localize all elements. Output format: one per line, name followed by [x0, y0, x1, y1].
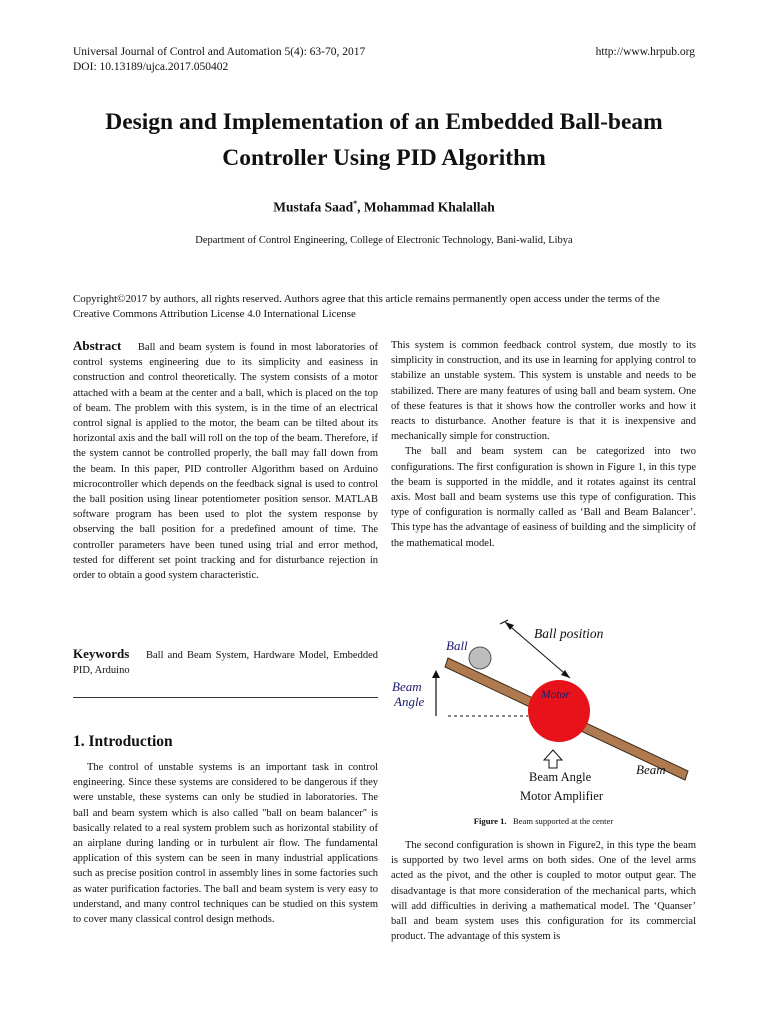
- affiliation: Department of Control Engineering, College of Electronic Technology, Bani-walid, Libya: [195, 235, 573, 246]
- keywords-text: Ball and Beam System, Hardware Model, Embedded PID, Arduino: [73, 650, 379, 677]
- figure-caption-label: Figure 1.: [473, 816, 507, 826]
- figure-caption: [391, 816, 696, 826]
- abstract-label: Abstract: [73, 338, 122, 353]
- corresponding-mark: *: [353, 199, 358, 208]
- author-1: Mustafa Saad: [273, 199, 354, 215]
- doi[interactable]: DOI: 10.13189/ujca.2017.050402: [73, 61, 229, 73]
- section-heading-introduction: 1. Introduction: [73, 733, 173, 750]
- journal-citation: Universal Journal of Control and Automation 5(4): 63-70, 2017: [73, 46, 366, 58]
- copyright-notice: Copyright©2017 by authors, all rights reserved. Authors agree that this article remains permanently open access under the terms of the Creative Commons Attribution License 4.0 International License: [73, 293, 660, 320]
- ball-label: Ball: [446, 638, 468, 653]
- right-column-top: [391, 338, 696, 551]
- beam-angle-label-2: Angle: [394, 694, 425, 709]
- paragraph-2: The ball and beam system can be categorized into two configurations. The first configuration is shown in Figure 1, in this type the beam is supported in the middle, and it rotates against its central axis. Most ball and beam systems use this type of configuration. This type of configuration is normally called as ‘Ball and Beam Balancer’. This type has the advantage of easiness of building and the simplicity of the mathematical model.: [391, 446, 696, 549]
- motor-amplifier-caption: Motor Amplifier: [520, 789, 603, 803]
- beam-label: Beam: [636, 762, 666, 777]
- abstract: [73, 338, 378, 583]
- figure-caption-text: Beam supported at the center: [513, 816, 614, 826]
- angle-arrowhead: [432, 670, 440, 678]
- title-line-2: Controller Using PID Algorithm: [222, 145, 546, 171]
- paragraph-1: This system is common feedback control system, due mostly to its simplicity in construction, and its use in learning for applying control to stabilize an unstable system. This system is unstable and needs to be stabilized. There are many features of using ball and beam system. One of these features is that it shows how the controller works and how it reacts to disturbance. Another feature is that it is inexpensive and mechanically simple for construction.: [391, 340, 696, 443]
- intro-text: The control of unstable systems is an important task in control engineering. Since these systems are considered to be dangerous if they were unstable, these systems can only be studied in laboratories. The ball and beam system which is also called "ball on beam balancer" is basically related to a real system problem such as horizontal stability of an airplane during landing or in turbulent air flow. The fundamental application of this system can be seen in many industrial applications such as precise position control in assembly lines in some factories such as water purification factories. The ball and beam system is very easy to understand, and many control techniques can be studied on this system to cover many classical control design methods.: [73, 762, 378, 926]
- keywords: [73, 646, 378, 678]
- section-divider: [73, 697, 378, 698]
- paper-title: [40, 104, 728, 176]
- beam-angle-label-1: Beam: [392, 679, 422, 694]
- introduction-paragraph: [73, 760, 378, 927]
- abstract-text: Ball and beam system is found in most laboratories of control systems engineering due to its simplicity and easiness in construction and control theoretically. The system consists of a motor attached with a beam at the center and a ball, which is placed on the top of beam. The problem with this system, is in the time of an electrical control signal is applied to the motor, the beam can be tilted about its horizontal axis and the ball will roll on the top of the beam. Therefore, if the system cannot be controlled properly, the ball may fall down from the beam. In this paper, PID controller Algorithm based on Arduino microcontroller which depends on the feedback signal is used to control the ball position using linear potentiometer position sensor. MATLAB software program has been used to plot the system response by observing the ball position for a predefined amount of time. The controller parameters have been tuned using trial and error method, tested for different set point tracking and for disturbance rejection in order to obtain a good system characteristic.: [73, 342, 379, 582]
- figure-1-diagram: [388, 608, 708, 808]
- keywords-label: Keywords: [73, 646, 130, 661]
- journal-url[interactable]: http://www.hrpub.org: [595, 46, 695, 58]
- title-line-1: Design and Implementation of an Embedded Ball-beam: [105, 109, 663, 135]
- right-column-bottom: [391, 838, 696, 944]
- ball-position-label: Ball position: [534, 626, 604, 641]
- author-2: , Mohammad Khalallah: [357, 199, 495, 215]
- authors: [0, 199, 768, 216]
- motor-drive-arrow: [544, 750, 562, 768]
- motor-label: Motor: [541, 689, 570, 701]
- beam-angle-caption: Beam Angle: [529, 770, 592, 784]
- paragraph-3: The second configuration is shown in Figure2, in this type the beam is supported by two level arms on both sides. One of the level arms acted as the pivot, and the other is coupled to motor output gear. The disadvantage is that more consideration of the mechanical parts, which will add difficulties in deriving a mathematical model. The ‘Quanser’ ball and beam system uses this configuration for its commercial product. The advantage of this system is: [391, 840, 696, 943]
- ball-circle: [469, 647, 491, 669]
